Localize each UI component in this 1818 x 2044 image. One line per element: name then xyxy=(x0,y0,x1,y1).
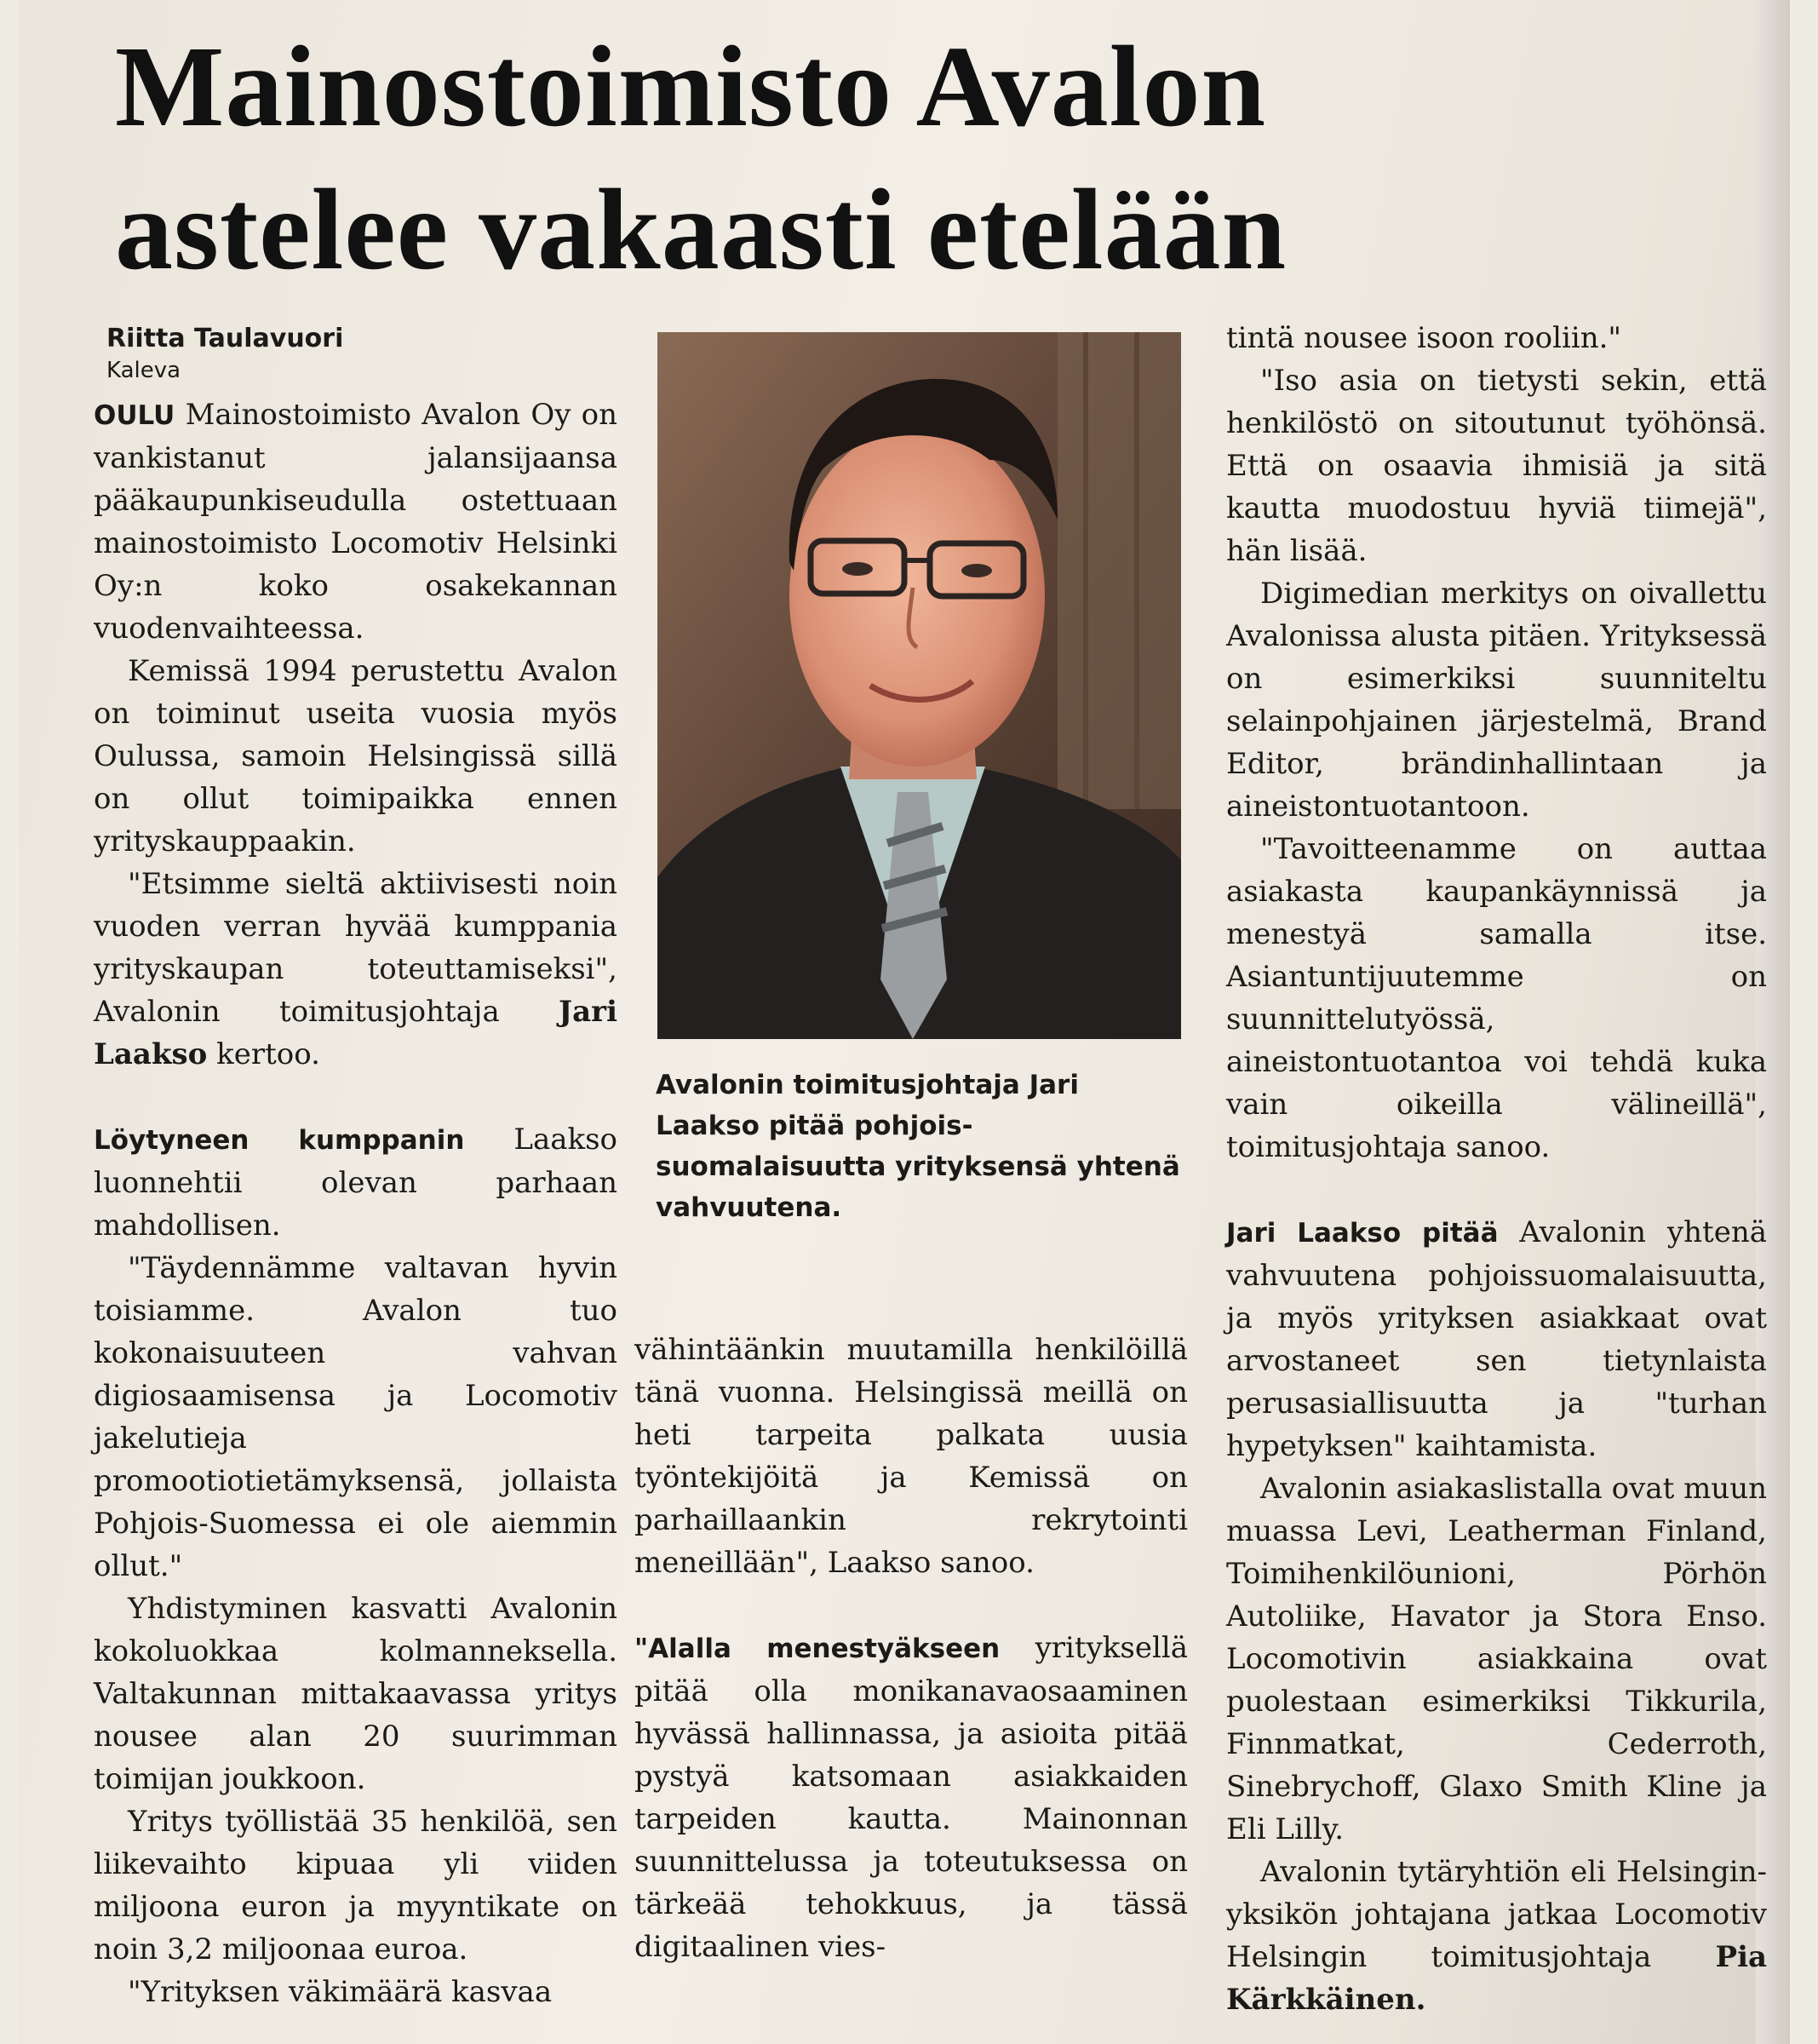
headline-line-1: Mainostoimisto Avalon xyxy=(115,23,1267,151)
portrait-photo xyxy=(657,332,1181,1039)
article-column-2 xyxy=(634,1329,1188,1968)
paragraph xyxy=(94,1118,617,1247)
article-column-3 xyxy=(1226,317,1767,2021)
paragraph: vähintäänkin muutamilla henkilöillä tänä vuonna. Helsingissä meillä on heti tarpeita palkata uusia työntekijöitä ja Kemissä on parhaillaankin rekrytointi meneillään", Laakso sanoo. xyxy=(634,1333,1188,1580)
paragraph: Avalonin asiakaslistalla ovat muun muassa Levi, Leatherman Finland, Toimihenkilöunioni, Pörhön Autoliike, Havator ja Stora Enso. Locomotivin asiakkaina ovat puolestaan esimerkiksi Tikkurila, Finnmatkat, Cederroth, Sinebrychoff, Glaxo Smith Kline ja Eli Lilly. xyxy=(1226,1472,1767,1846)
paragraph: "Täydennämme valtavan hyvin toisiamme. Avalon tuo kokonaisuuteen vahvan digiosaamisensa ja Locomotiv jakelutieja promootiotietämyksensä, jollaista Pohjois-Suomessa ei ole aiemmin ollut." xyxy=(94,1251,617,1583)
paragraph: "Iso asia on tietysti sekin, että henkilöstö on sitoutunut työhönsä. Että on osaavia ihmisiä ja sitä kautta muodostuu hyviä tiimejä", hän lisää. xyxy=(1226,364,1767,568)
paragraph-text: yrityksellä pitää olla monikanavaosaaminen hyvässä hallinnassa, ja asioita pitää pystyä katsomaan asiakkaiden tarpeiden kautta. Mainonnan suunnittelussa ja toteutuksessa on tärkeää tehokkuus, ja tässä digitaalinen vies- xyxy=(634,1631,1188,1964)
paragraph: "Yrityksen väkimäärä kasvaa xyxy=(128,1975,553,2009)
paragraph-text: kertoo. xyxy=(216,1037,320,1071)
paragraph: Kemissä 1994 perustettu Avalon on toiminut useita vuosia myös Oulussa, samoin Helsingissä sillä on ollut toimipaikka ennen yrityskauppaakin. xyxy=(94,654,617,858)
byline xyxy=(106,322,343,385)
portrait-illustration xyxy=(657,332,1181,1039)
paragraph xyxy=(94,393,617,650)
publication-name: Kaleva xyxy=(106,358,181,383)
paragraph-text: Avalonin tytäryhtiön eli Helsingin-yksikön johtajana jatkaa Locomotiv Helsingin toimitusjohtaja xyxy=(1226,1855,1767,1974)
paragraph xyxy=(634,1627,1188,1968)
paragraph-text: Laakso luonnehtii olevan parhaan mahdollisen. xyxy=(94,1122,617,1243)
paragraph: Yritys työllistää 35 henkilöä, sen liikevaihto kipuaa yli viiden miljoona euron ja myyntikate on noin 3,2 miljoonaa euroa. xyxy=(94,1805,617,1966)
paragraph: "Tavoitteenamme on auttaa asiakasta kaupankäynnissä ja menestyä samalla itse. Asiantuntijuutemme on suunnittelutyössä, aineistontuotantoa voi tehdä kuka vain oikeilla välineillä", toimitusjohtaja sanoo. xyxy=(1226,832,1767,1164)
headline-line-2: astelee vakaasti etelään xyxy=(115,166,1288,294)
paragraph: tintä nousee isoon rooliin." xyxy=(1226,321,1622,355)
author-name: Riitta Taulavuori xyxy=(106,324,344,353)
article-column-1 xyxy=(94,393,617,2013)
subhead-lead: "Alalla menestyäkseen xyxy=(634,1633,1001,1664)
paragraph xyxy=(94,863,617,1076)
paragraph: Digimedian merkitys on oivallettu Avalonissa alusta pitäen. Yrityksessä on esimerkiksi suunniteltu selainpohjainen järjestelmä, Brand Editor, brändinhallintaan ja aineistontuotantoon. xyxy=(1226,577,1767,824)
paragraph xyxy=(1226,1851,1767,2021)
article-headline xyxy=(115,15,1494,301)
paragraph-text: "Etsimme sieltä aktiivisesti noin vuoden verran hyvää kumppania yrityskaupan toteuttamiseksi", Avalonin toimitusjohtaja xyxy=(94,867,617,1029)
paragraph-text: Avalonin yhtenä vahvuutena pohjoissuomalaisuutta, ja myös yrityksen asiakkaat ovat arvostaneet sen tietynlaista perusasiallisuutta ja "turhan hypetyksen" kaihtamista. xyxy=(1226,1215,1767,1463)
dateline: OULU xyxy=(94,400,175,431)
subhead-lead: Löytyneen kumppanin xyxy=(94,1125,465,1156)
subhead-lead: Jari Laakso pitää xyxy=(1226,1218,1499,1249)
photo-caption: Avalonin toimitusjohtaja Jari Laakso pitää pohjois-suomalaisuutta yrityksensä yhtenä vahvuutena. xyxy=(656,1070,1180,1223)
paragraph: Yhdistyminen kasvatti Avalonin kokoluokkaa kolmanneksella. Valtakunnan mittakaavassa yritys nousee alan 20 suurimman toimijan joukkoon. xyxy=(94,1592,617,1796)
person-name: Jari Laakso xyxy=(94,995,617,1071)
paragraph xyxy=(1226,1211,1767,1467)
paragraph-text: Mainostoimisto Avalon Oy on vankistanut jalansijaansa pääkaupunkiseudulla ostettuaan mainostoimisto Locomotiv Helsinki Oy:n koko osakekannan vuodenvaihteessa. xyxy=(94,398,617,646)
person-name: Pia Kärkkäinen. xyxy=(1226,1940,1768,2017)
